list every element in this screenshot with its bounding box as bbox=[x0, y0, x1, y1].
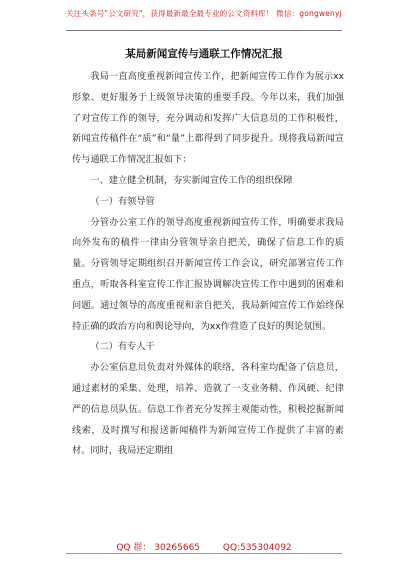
subsection-heading-1: （一）有领导管 bbox=[90, 195, 155, 207]
section-heading-1: 一、建立健全机制，夯实新闻宣传工作的组织保障 bbox=[90, 174, 293, 186]
footer-contact bbox=[0, 540, 408, 553]
footer-qq-group: QQ 群： 30265665 bbox=[116, 543, 201, 553]
body-paragraph: 办公室信息员负责对外媒体的联络，各科室均配备了信息员，通过素材的采集、处理，培养、造就了一支业务精、作风硬、纪律严的信息员队伍。信息工作者充分发挥主观能动性，积极挖掘新闻线索，及时撰写和报送新闻稿件为新闻宣传工作提供了丰富的素材。同时，我局还定期组 bbox=[72, 362, 344, 457]
header-divider bbox=[66, 30, 342, 31]
subsection-heading-2: （二）有专人干 bbox=[90, 341, 155, 353]
document-title: 某局新闻宣传与通联工作情况汇报 bbox=[125, 48, 283, 60]
body-paragraph: 分管办公室工作的领导高度重视新闻宣传工作，明确要求我局向外发布的稿件一律由分管领导亲自把关，确保了信息工作的质量。分管领导定期组织召开新闻宣传工作会议，研究部署宣传工作重点，听取各科室宣传工作汇报协调解决宣传工作中遇到的困难和问题。通过领导的高度重视和亲自把关，我局新闻宣传工作始终保持正确的政治方向和舆论导向，为xx作营造了良好的舆论氛围。 bbox=[72, 216, 344, 332]
footer-qq: QQ:535304092 bbox=[222, 543, 292, 553]
header-banner: 关注头条号"公文研究"，获得最新最全最专业的公文资料库！ 微信：gongwenyj bbox=[66, 9, 342, 18]
footer-divider bbox=[66, 553, 342, 554]
intro-paragraph: 我局一直高度重视新闻宣传工作，把新闻宣传工作作为展示xx形象、更好服务于上级领导决策的重要手段。今年以来，我们加强了对宣传工作的领导，充分调动和发挥广大信息员的工作积极性，新闻宣传稿件在“质”和“量”上都得到了同步提升。现将我局新闻宣传与通联工作情况汇报如下： bbox=[72, 71, 344, 166]
document-body bbox=[72, 67, 344, 462]
